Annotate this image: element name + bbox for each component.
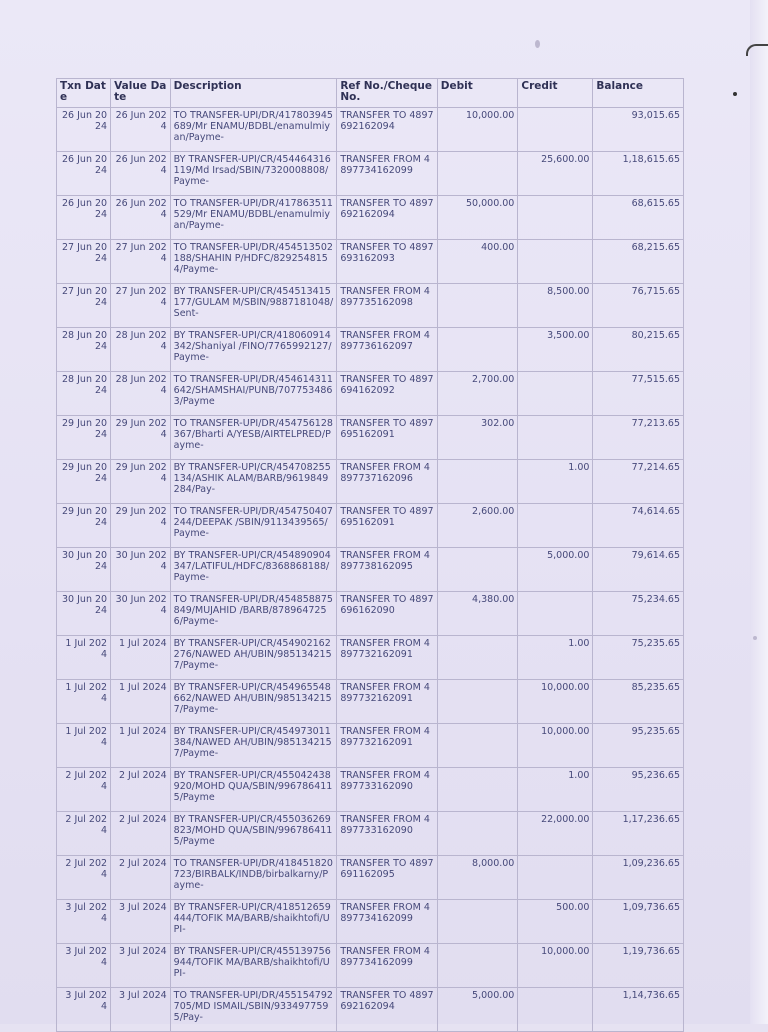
balance-cell: 80,215.65 bbox=[593, 328, 684, 372]
balance-cell: 68,215.65 bbox=[593, 240, 684, 284]
table-row bbox=[57, 548, 684, 592]
value-date-cell: 27 Jun 2024 bbox=[111, 284, 171, 328]
value-date-cell: 1 Jul 2024 bbox=[111, 680, 171, 724]
debit-cell bbox=[437, 944, 518, 988]
table-row bbox=[57, 196, 684, 240]
value-date-cell: 29 Jun 2024 bbox=[111, 416, 171, 460]
table-row bbox=[57, 944, 684, 988]
ref-no-header: Ref No./Cheque No. bbox=[337, 79, 437, 108]
description-cell: BY TRANSFER-UPI/CR/455042438920/MOHD QUA/SBIN/9967864115/Payme bbox=[170, 768, 337, 812]
debit-cell: 2,700.00 bbox=[437, 372, 518, 416]
transaction-rows bbox=[57, 108, 684, 1032]
debit-cell bbox=[437, 724, 518, 768]
balance-cell: 1,17,236.65 bbox=[593, 812, 684, 856]
credit-cell bbox=[518, 108, 593, 152]
txn-date-cell: 27 Jun 2024 bbox=[57, 240, 111, 284]
debit-cell: 2,600.00 bbox=[437, 504, 518, 548]
value-date-cell: 30 Jun 2024 bbox=[111, 548, 171, 592]
table-row bbox=[57, 416, 684, 460]
description-cell: BY TRANSFER-UPI/CR/454965548662/NAWED AH/UBIN/9851342157/Payme- bbox=[170, 680, 337, 724]
debit-cell bbox=[437, 548, 518, 592]
ref-no-cell: TRANSFER TO 4897695162091 bbox=[337, 416, 437, 460]
debit-cell bbox=[437, 812, 518, 856]
debit-cell bbox=[437, 152, 518, 196]
value-date-cell: 3 Jul 2024 bbox=[111, 944, 171, 988]
table-row bbox=[57, 240, 684, 284]
balance-cell: 77,214.65 bbox=[593, 460, 684, 504]
txn-date-cell: 2 Jul 2024 bbox=[57, 856, 111, 900]
value-date-cell: 26 Jun 2024 bbox=[111, 152, 171, 196]
table-row bbox=[57, 768, 684, 812]
debit-cell: 5,000.00 bbox=[437, 988, 518, 1032]
description-header: Description bbox=[170, 79, 337, 108]
value-date-cell: 28 Jun 2024 bbox=[111, 372, 171, 416]
txn-date-cell: 27 Jun 2024 bbox=[57, 284, 111, 328]
description-cell: TO TRANSFER-UPI/DR/454750407244/DEEPAK /SBIN/9113439565/Payme- bbox=[170, 504, 337, 548]
credit-cell: 10,000.00 bbox=[518, 680, 593, 724]
description-cell: TO TRANSFER-UPI/DR/454756128367/Bharti A/YESB/AIRTELPRED/Payme- bbox=[170, 416, 337, 460]
description-cell: TO TRANSFER-UPI/DR/417863511529/Mr ENAMU/BDBL/enamulmiyan/Payme- bbox=[170, 196, 337, 240]
description-cell: BY TRANSFER-UPI/CR/418512659444/TOFIK MA/BARB/shaikhtofi/UPI- bbox=[170, 900, 337, 944]
txn-date-cell: 1 Jul 2024 bbox=[57, 680, 111, 724]
ref-no-cell: TRANSFER FROM 4897734162099 bbox=[337, 944, 437, 988]
balance-cell: 95,235.65 bbox=[593, 724, 684, 768]
txn-date-header: Txn Date bbox=[57, 79, 111, 108]
table-row bbox=[57, 856, 684, 900]
credit-cell: 22,000.00 bbox=[518, 812, 593, 856]
description-cell: BY TRANSFER-UPI/CR/454973011384/NAWED AH/UBIN/9851342157/Payme- bbox=[170, 724, 337, 768]
ref-no-cell: TRANSFER FROM 4897733162090 bbox=[337, 812, 437, 856]
txn-date-cell: 28 Jun 2024 bbox=[57, 328, 111, 372]
ref-no-cell: TRANSFER FROM 4897736162097 bbox=[337, 328, 437, 372]
credit-cell bbox=[518, 240, 593, 284]
value-date-header: Value Date bbox=[111, 79, 171, 108]
txn-date-cell: 30 Jun 2024 bbox=[57, 548, 111, 592]
ref-no-cell: TRANSFER TO 4897691162095 bbox=[337, 856, 437, 900]
ref-no-cell: TRANSFER FROM 4897732162091 bbox=[337, 724, 437, 768]
value-date-cell: 3 Jul 2024 bbox=[111, 988, 171, 1032]
description-cell: TO TRANSFER-UPI/DR/417803945689/Mr ENAMU/BDBL/enamulmiyan/Payme- bbox=[170, 108, 337, 152]
txn-date-cell: 28 Jun 2024 bbox=[57, 372, 111, 416]
description-cell: BY TRANSFER-UPI/CR/454902162276/NAWED AH/UBIN/9851342157/Payme- bbox=[170, 636, 337, 680]
credit-cell bbox=[518, 416, 593, 460]
debit-header: Debit bbox=[437, 79, 518, 108]
table-row bbox=[57, 152, 684, 196]
txn-date-cell: 3 Jul 2024 bbox=[57, 988, 111, 1032]
credit-cell: 500.00 bbox=[518, 900, 593, 944]
table-row bbox=[57, 460, 684, 504]
txn-date-cell: 26 Jun 2024 bbox=[57, 152, 111, 196]
table-row bbox=[57, 900, 684, 944]
balance-cell: 75,234.65 bbox=[593, 592, 684, 636]
table-row bbox=[57, 328, 684, 372]
credit-cell bbox=[518, 988, 593, 1032]
credit-cell: 1.00 bbox=[518, 636, 593, 680]
table-row bbox=[57, 504, 684, 548]
ref-no-cell: TRANSFER TO 4897692162094 bbox=[337, 108, 437, 152]
value-date-cell: 1 Jul 2024 bbox=[111, 724, 171, 768]
credit-cell: 8,500.00 bbox=[518, 284, 593, 328]
table-row bbox=[57, 812, 684, 856]
credit-cell bbox=[518, 196, 593, 240]
txn-date-cell: 30 Jun 2024 bbox=[57, 592, 111, 636]
description-cell: BY TRANSFER-UPI/CR/454513415177/GULAM M/SBIN/9887181048/Sent- bbox=[170, 284, 337, 328]
ref-no-cell: TRANSFER FROM 4897734162099 bbox=[337, 152, 437, 196]
description-cell: BY TRANSFER-UPI/CR/454890904347/LATIFUL/HDFC/8368868188/Payme- bbox=[170, 548, 337, 592]
ref-no-cell: TRANSFER TO 4897692162094 bbox=[337, 988, 437, 1032]
balance-cell: 79,614.65 bbox=[593, 548, 684, 592]
credit-cell: 5,000.00 bbox=[518, 548, 593, 592]
txn-date-cell: 2 Jul 2024 bbox=[57, 812, 111, 856]
ref-no-cell: TRANSFER FROM 4897734162099 bbox=[337, 900, 437, 944]
balance-cell: 76,715.65 bbox=[593, 284, 684, 328]
balance-cell: 1,19,736.65 bbox=[593, 944, 684, 988]
value-date-cell: 2 Jul 2024 bbox=[111, 768, 171, 812]
value-date-cell: 1 Jul 2024 bbox=[111, 636, 171, 680]
table-row bbox=[57, 680, 684, 724]
credit-cell bbox=[518, 592, 593, 636]
paper-smudge bbox=[535, 40, 540, 48]
debit-cell bbox=[437, 768, 518, 812]
balance-cell: 77,213.65 bbox=[593, 416, 684, 460]
ink-dot bbox=[733, 92, 737, 96]
txn-date-cell: 26 Jun 2024 bbox=[57, 108, 111, 152]
credit-cell: 25,600.00 bbox=[518, 152, 593, 196]
debit-cell bbox=[437, 680, 518, 724]
txn-date-cell: 29 Jun 2024 bbox=[57, 416, 111, 460]
credit-cell bbox=[518, 856, 593, 900]
txn-date-cell: 29 Jun 2024 bbox=[57, 460, 111, 504]
txn-date-cell: 1 Jul 2024 bbox=[57, 724, 111, 768]
ref-no-cell: TRANSFER FROM 4897735162098 bbox=[337, 284, 437, 328]
txn-date-cell: 26 Jun 2024 bbox=[57, 196, 111, 240]
balance-cell: 1,09,736.65 bbox=[593, 900, 684, 944]
table-header-row bbox=[57, 79, 684, 108]
paper-smudge bbox=[753, 636, 757, 640]
balance-cell: 68,615.65 bbox=[593, 196, 684, 240]
table-row bbox=[57, 988, 684, 1032]
balance-cell: 93,015.65 bbox=[593, 108, 684, 152]
value-date-cell: 3 Jul 2024 bbox=[111, 900, 171, 944]
txn-date-cell: 1 Jul 2024 bbox=[57, 636, 111, 680]
debit-cell bbox=[437, 284, 518, 328]
debit-cell: 4,380.00 bbox=[437, 592, 518, 636]
value-date-cell: 26 Jun 2024 bbox=[111, 108, 171, 152]
value-date-cell: 29 Jun 2024 bbox=[111, 504, 171, 548]
credit-cell: 3,500.00 bbox=[518, 328, 593, 372]
credit-cell: 10,000.00 bbox=[518, 944, 593, 988]
credit-cell bbox=[518, 504, 593, 548]
balance-cell: 1,18,615.65 bbox=[593, 152, 684, 196]
description-cell: TO TRANSFER-UPI/DR/455154792705/MD ISMAIL/SBIN/9334977595/Pay- bbox=[170, 988, 337, 1032]
credit-cell: 1.00 bbox=[518, 768, 593, 812]
debit-cell bbox=[437, 460, 518, 504]
balance-cell: 74,614.65 bbox=[593, 504, 684, 548]
description-cell: TO TRANSFER-UPI/DR/454614311642/SHAMSHAI/PUNB/7077534863/Payme bbox=[170, 372, 337, 416]
value-date-cell: 2 Jul 2024 bbox=[111, 812, 171, 856]
description-cell: TO TRANSFER-UPI/DR/418451820723/BIRBALK/INDB/birbalkarny/Payme- bbox=[170, 856, 337, 900]
balance-cell: 85,235.65 bbox=[593, 680, 684, 724]
credit-cell: 10,000.00 bbox=[518, 724, 593, 768]
ref-no-cell: TRANSFER FROM 4897732162091 bbox=[337, 680, 437, 724]
debit-cell: 302.00 bbox=[437, 416, 518, 460]
description-cell: BY TRANSFER-UPI/CR/454464316119/Md Irsad/SBIN/7320008808/Payme- bbox=[170, 152, 337, 196]
value-date-cell: 30 Jun 2024 bbox=[111, 592, 171, 636]
txn-date-cell: 3 Jul 2024 bbox=[57, 900, 111, 944]
ref-no-cell: TRANSFER TO 4897692162094 bbox=[337, 196, 437, 240]
ref-no-cell: TRANSFER FROM 4897738162095 bbox=[337, 548, 437, 592]
txn-date-cell: 2 Jul 2024 bbox=[57, 768, 111, 812]
debit-cell: 10,000.00 bbox=[437, 108, 518, 152]
value-date-cell: 27 Jun 2024 bbox=[111, 240, 171, 284]
ref-no-cell: TRANSFER FROM 4897737162096 bbox=[337, 460, 437, 504]
balance-cell: 1,09,236.65 bbox=[593, 856, 684, 900]
table-row bbox=[57, 724, 684, 768]
debit-cell bbox=[437, 900, 518, 944]
description-cell: TO TRANSFER-UPI/DR/454858875849/MUJAHID /BARB/8789647256/Payme- bbox=[170, 592, 337, 636]
table-row bbox=[57, 636, 684, 680]
debit-cell: 400.00 bbox=[437, 240, 518, 284]
debit-cell bbox=[437, 636, 518, 680]
value-date-cell: 29 Jun 2024 bbox=[111, 460, 171, 504]
value-date-cell: 2 Jul 2024 bbox=[111, 856, 171, 900]
transaction-table bbox=[56, 78, 684, 1032]
description-cell: BY TRANSFER-UPI/CR/454708255134/ASHIK ALAM/BARB/9619849284/Pay- bbox=[170, 460, 337, 504]
description-cell: BY TRANSFER-UPI/CR/418060914342/Shaniyal /FINO/7765992127/Payme- bbox=[170, 328, 337, 372]
balance-header: Balance bbox=[593, 79, 684, 108]
description-cell: TO TRANSFER-UPI/DR/454513502188/SHAHIN P/HDFC/8292548154/Payme- bbox=[170, 240, 337, 284]
table-row bbox=[57, 284, 684, 328]
balance-cell: 77,515.65 bbox=[593, 372, 684, 416]
pen-mark bbox=[746, 44, 768, 56]
debit-cell: 8,000.00 bbox=[437, 856, 518, 900]
ref-no-cell: TRANSFER TO 4897693162093 bbox=[337, 240, 437, 284]
balance-cell: 1,14,736.65 bbox=[593, 988, 684, 1032]
txn-date-cell: 3 Jul 2024 bbox=[57, 944, 111, 988]
table-row bbox=[57, 108, 684, 152]
table-row bbox=[57, 592, 684, 636]
table-row bbox=[57, 372, 684, 416]
ref-no-cell: TRANSFER TO 4897694162092 bbox=[337, 372, 437, 416]
debit-cell bbox=[437, 328, 518, 372]
balance-cell: 95,236.65 bbox=[593, 768, 684, 812]
value-date-cell: 26 Jun 2024 bbox=[111, 196, 171, 240]
credit-cell bbox=[518, 372, 593, 416]
value-date-cell: 28 Jun 2024 bbox=[111, 328, 171, 372]
ref-no-cell: TRANSFER TO 4897696162090 bbox=[337, 592, 437, 636]
ref-no-cell: TRANSFER FROM 4897732162091 bbox=[337, 636, 437, 680]
description-cell: BY TRANSFER-UPI/CR/455139756944/TOFIK MA/BARB/shaikhtofi/UPI- bbox=[170, 944, 337, 988]
description-cell: BY TRANSFER-UPI/CR/455036269823/MOHD QUA/SBIN/9967864115/Payme bbox=[170, 812, 337, 856]
debit-cell: 50,000.00 bbox=[437, 196, 518, 240]
txn-date-cell: 29 Jun 2024 bbox=[57, 504, 111, 548]
ref-no-cell: TRANSFER FROM 4897733162090 bbox=[337, 768, 437, 812]
credit-header: Credit bbox=[518, 79, 593, 108]
balance-cell: 75,235.65 bbox=[593, 636, 684, 680]
credit-cell: 1.00 bbox=[518, 460, 593, 504]
page-edge-shadow bbox=[750, 0, 768, 1024]
ref-no-cell: TRANSFER TO 4897695162091 bbox=[337, 504, 437, 548]
